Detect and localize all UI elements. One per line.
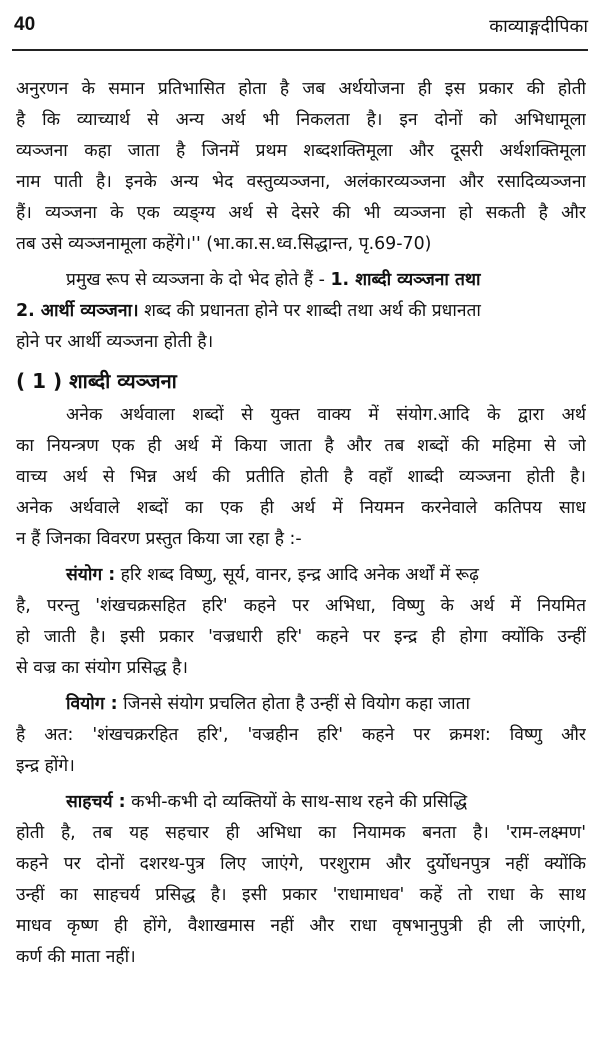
paragraph-sanyog [16, 560, 586, 684]
term-label: संयोग : [66, 565, 116, 585]
paragraph-viyog [16, 689, 586, 782]
text-line: है, परन्तु 'शंखचक्रसहित हरि' कहने पर अभिधा, विष्णु के अर्थ में नियमित [16, 596, 586, 616]
text-line: हो जाती है। इसी प्रकार 'वज्रधारी हरि' कहने पर इन्द्र ही होगा क्योंकि उन्हीं [16, 627, 586, 647]
plain-text: प्रमुख रूप से व्यञ्जना के दो भेद होते हैं - [66, 270, 331, 290]
text-line [16, 560, 586, 591]
text-line: उन्हीं का साहचर्य प्रसिद्ध है। इसी प्रकार 'राधामाधव' कहें तो राधा के साथ [16, 885, 586, 905]
text-line [16, 296, 586, 327]
text-line: वाच्य अर्थ से भिन्न अर्थ की प्रतीति होती है वहाँ शाब्दी व्यञ्जना होती है। [16, 467, 586, 487]
page-number: 40 [14, 14, 36, 35]
term-label: साहचर्य : [66, 792, 126, 812]
text-line: अनेक अर्थवाले शब्दों का एक ही अर्थ में नियमन करनेवाले कतिपय साध [16, 498, 586, 518]
text-line [16, 265, 586, 296]
text-line: इन्द्र होंगे। [16, 756, 75, 776]
plain-text: हरि शब्द विष्णु, सूर्य, वानर, इन्द्र आदि अनेक अर्थों में रूढ़ [115, 565, 479, 585]
text-line: हैं। व्यञ्जना के एक व्यङ्ग्य अर्थ से देसरे की भी व्यञ्जना हो सकती है और [16, 203, 586, 223]
text-line: अनुरणन के समान प्रतिभासित होता है जब अर्थयोजना ही इस प्रकार की होती [16, 79, 586, 99]
section-heading: ( 1 ) शाब्दी व्यञ्जना [16, 369, 177, 393]
text-line: नाम पाती है। इनके अन्य भेद वस्तुव्यञ्जना, अलंकारव्यञ्जना और रसादिव्यञ्जना [16, 172, 586, 192]
plain-text: जिनसे संयोग प्रचलित होता है उन्हीं से वियोग कहा जाता [117, 694, 471, 714]
text-line: है अत: 'शंखचक्ररहित हरि', 'वज्रहीन हरि' कहने पर क्रमश: विष्णु और [16, 725, 586, 745]
text-line: से वज्र का संयोग प्रसिद्ध है। [16, 658, 188, 678]
bold-text: 1. शाब्दी व्यञ्जना तथा [330, 270, 481, 290]
page-header [14, 14, 588, 44]
text-line: कर्ण की माता नहीं। [16, 947, 136, 967]
text-line: है कि व्याच्यार्थ से अन्य अर्थ भी निकलता है। इन दोनों को अभिधामूला [16, 110, 586, 130]
paragraph-types [16, 265, 586, 358]
text-line: तब उसे व्यञ्जनामूला कहेंगे।'' (भा.का.स.ध्व.सिद्धान्त, पृ.69-70) [16, 234, 432, 254]
text-line: होती है, तब यह सहचार ही अभिधा का नियामक बनता है। 'राम-लक्ष्मण' [16, 823, 586, 843]
plain-text: शब्द की प्रधानता होने पर शाब्दी तथा अर्थ की प्रधानता [138, 301, 481, 321]
text-line: माधव कृष्ण ही होंगे, वैशाखमास नहीं और राधा वृषभानुपुत्री ही ली जाएंगी, [16, 916, 586, 936]
text-line: होने पर आर्थी व्यञ्जना होती है। [16, 332, 214, 352]
text-line: न हैं जिनका विवरण प्रस्तुत किया जा रहा है :- [16, 529, 302, 549]
text-line [16, 689, 586, 720]
text-line [16, 787, 586, 818]
paragraph-quote [16, 74, 586, 260]
text-line: अनेक अर्थवाला शब्दों से युक्त वाक्य में संयोग.आदि के द्वारा अर्थ [66, 405, 586, 425]
page-body [16, 74, 586, 973]
header-rule [12, 49, 588, 51]
paragraph-shabdi [16, 400, 586, 555]
running-head-title: काव्याङ्गदीपिका [489, 16, 588, 37]
plain-text: कभी-कभी दो व्यक्तियों के साथ-साथ रहने की प्रसिद्धि [125, 792, 468, 812]
text-line: व्यञ्जना कहा जाता है जिनमें प्रथम शब्दशक्तिमूला और दूसरी अर्थशक्तिमूला [16, 141, 586, 161]
text-line: कहने पर दोनों दशरथ-पुत्र लिए जाएंगे, परशुराम और दुर्योधनपुत्र नहीं क्योंकि [16, 854, 586, 874]
bold-text: 2. आर्थी व्यञ्जना। [16, 301, 139, 321]
text-line: का नियन्त्रण एक ही अर्थ में किया जाता है और तब शब्दों की महिमा से जो [16, 436, 586, 456]
term-label: वियोग : [66, 694, 118, 714]
paragraph-sahacharya [16, 787, 586, 973]
